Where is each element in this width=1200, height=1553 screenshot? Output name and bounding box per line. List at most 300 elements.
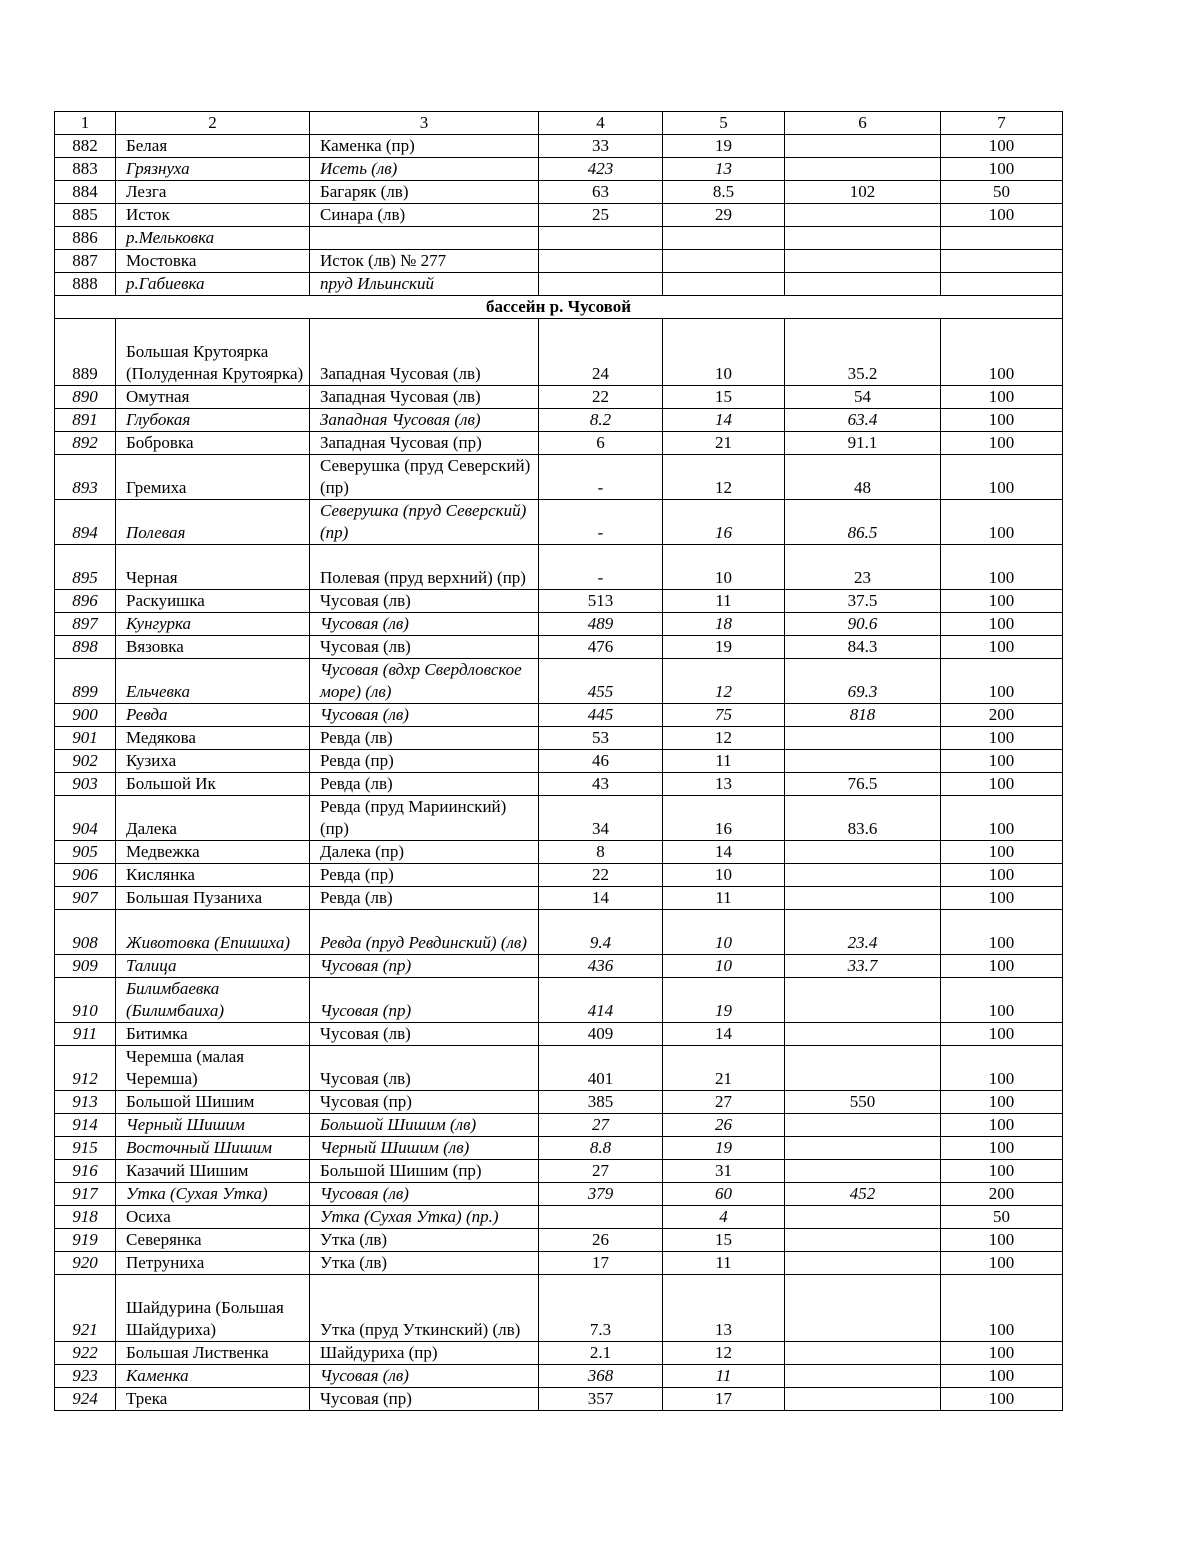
cell-c4 (539, 250, 663, 273)
cell-c5 (663, 227, 785, 250)
cell-c6 (785, 135, 941, 158)
cell-c6 (785, 1023, 941, 1046)
header-cell-7: 7 (941, 112, 1063, 135)
cell-c4: 14 (539, 887, 663, 910)
table-row (55, 1342, 1063, 1365)
cell-into: Чусовая (пр) (310, 1388, 539, 1411)
cell-c5: 11 (663, 750, 785, 773)
cell-n: 908 (55, 910, 116, 955)
cell-c7: 100 (941, 1275, 1063, 1342)
cell-c5: 12 (663, 1342, 785, 1365)
table-row (55, 500, 1063, 545)
cell-into: Каменка (пр) (310, 135, 539, 158)
cell-river: Черемша (малая Черемша) (116, 1046, 310, 1091)
cell-c5: 4 (663, 1206, 785, 1229)
cell-n: 915 (55, 1137, 116, 1160)
header-cell-2: 2 (116, 112, 310, 135)
basin-row (55, 296, 1063, 319)
cell-c6: 86.5 (785, 500, 941, 545)
cell-into: Северушка (пруд Северский) (пр) (310, 500, 539, 545)
cell-n: 910 (55, 978, 116, 1023)
table-row (55, 1252, 1063, 1275)
table-row (55, 590, 1063, 613)
cell-river: р.Мельковка (116, 227, 310, 250)
cell-into: пруд Ильинский (310, 273, 539, 296)
cell-river: Животовка (Епишиха) (116, 910, 310, 955)
cell-c4: 22 (539, 864, 663, 887)
cell-river: Кислянка (116, 864, 310, 887)
cell-into: Утка (лв) (310, 1229, 539, 1252)
cell-c7: 100 (941, 773, 1063, 796)
cell-c4: 8.8 (539, 1137, 663, 1160)
cell-c4: 513 (539, 590, 663, 613)
cell-c5: 11 (663, 590, 785, 613)
table-row (55, 1046, 1063, 1091)
cell-river: Битимка (116, 1023, 310, 1046)
cell-c6 (785, 1137, 941, 1160)
table-row (55, 910, 1063, 955)
cell-river: Черный Шишим (116, 1114, 310, 1137)
cell-c6 (785, 1229, 941, 1252)
cell-c5: 19 (663, 1137, 785, 1160)
cell-c6: 818 (785, 704, 941, 727)
header-cell-4: 4 (539, 112, 663, 135)
cell-c6: 63.4 (785, 409, 941, 432)
cell-c4: 414 (539, 978, 663, 1023)
cell-into: Западная Чусовая (лв) (310, 409, 539, 432)
cell-river: Черная (116, 545, 310, 590)
cell-n: 913 (55, 1091, 116, 1114)
table-row (55, 227, 1063, 250)
cell-into: Ревда (пруд Ревдинский) (лв) (310, 910, 539, 955)
cell-n: 918 (55, 1206, 116, 1229)
cell-into: Ревда (лв) (310, 727, 539, 750)
table-row (55, 978, 1063, 1023)
cell-c5: 8.5 (663, 181, 785, 204)
cell-c4: 445 (539, 704, 663, 727)
cell-c5 (663, 250, 785, 273)
cell-c4: 34 (539, 796, 663, 841)
cell-into: Чусовая (лв) (310, 636, 539, 659)
cell-c5: 14 (663, 1023, 785, 1046)
table-row (55, 409, 1063, 432)
cell-c4: 476 (539, 636, 663, 659)
cell-river: Полевая (116, 500, 310, 545)
cell-c5: 11 (663, 1252, 785, 1275)
header-cell-3: 3 (310, 112, 539, 135)
cell-c6 (785, 1388, 941, 1411)
cell-c6 (785, 841, 941, 864)
cell-n: 909 (55, 955, 116, 978)
cell-c5: 13 (663, 1275, 785, 1342)
cell-into: Чусовая (вдхр Свердловское море) (лв) (310, 659, 539, 704)
cell-river: Большой Шишим (116, 1091, 310, 1114)
table-row (55, 455, 1063, 500)
cell-c4: 26 (539, 1229, 663, 1252)
cell-river: Утка (Сухая Утка) (116, 1183, 310, 1206)
cell-c4: - (539, 455, 663, 500)
table-row (55, 704, 1063, 727)
cell-c7: 100 (941, 386, 1063, 409)
cell-c5: 16 (663, 500, 785, 545)
table-row (55, 1114, 1063, 1137)
cell-c5: 15 (663, 386, 785, 409)
cell-c5: 19 (663, 135, 785, 158)
cell-c7: 200 (941, 704, 1063, 727)
cell-into: Западная Чусовая (лв) (310, 386, 539, 409)
cell-c6: 83.6 (785, 796, 941, 841)
cell-c5: 31 (663, 1160, 785, 1183)
cell-n: 882 (55, 135, 116, 158)
cell-into: Ревда (пр) (310, 750, 539, 773)
cell-c7: 100 (941, 750, 1063, 773)
cell-c5: 18 (663, 613, 785, 636)
cell-n: 893 (55, 455, 116, 500)
cell-c7: 100 (941, 1388, 1063, 1411)
cell-c7: 100 (941, 910, 1063, 955)
cell-c7 (941, 227, 1063, 250)
cell-n: 903 (55, 773, 116, 796)
cell-n: 904 (55, 796, 116, 841)
cell-river: Талица (116, 955, 310, 978)
header-cell-1: 1 (55, 112, 116, 135)
cell-c7: 100 (941, 1091, 1063, 1114)
cell-c5: 27 (663, 1091, 785, 1114)
cell-river: Медвежка (116, 841, 310, 864)
cell-c4 (539, 1206, 663, 1229)
cell-n: 892 (55, 432, 116, 455)
cell-c5: 15 (663, 1229, 785, 1252)
cell-river: Гремиха (116, 455, 310, 500)
cell-n: 890 (55, 386, 116, 409)
cell-river: Осиха (116, 1206, 310, 1229)
cell-river: Ревда (116, 704, 310, 727)
cell-c6 (785, 887, 941, 910)
cell-into: Исеть (лв) (310, 158, 539, 181)
cell-c7: 100 (941, 1046, 1063, 1091)
cell-c5: 11 (663, 1365, 785, 1388)
cell-n: 896 (55, 590, 116, 613)
cell-c7: 100 (941, 955, 1063, 978)
cell-river: Кунгурка (116, 613, 310, 636)
table-row (55, 613, 1063, 636)
table-row (55, 750, 1063, 773)
cell-c6: 452 (785, 1183, 941, 1206)
cell-c6 (785, 1114, 941, 1137)
cell-c5: 13 (663, 158, 785, 181)
cell-c7: 100 (941, 204, 1063, 227)
cell-river: Глубокая (116, 409, 310, 432)
cell-river: Лезга (116, 181, 310, 204)
cell-into: Чусовая (пр) (310, 1091, 539, 1114)
cell-n: 886 (55, 227, 116, 250)
cell-c7: 100 (941, 841, 1063, 864)
cell-c6 (785, 727, 941, 750)
cell-c6: 54 (785, 386, 941, 409)
cell-river: Трека (116, 1388, 310, 1411)
table-row (55, 1137, 1063, 1160)
cell-c7: 100 (941, 613, 1063, 636)
cell-c7: 100 (941, 545, 1063, 590)
cell-into: Западная Чусовая (пр) (310, 432, 539, 455)
cell-c7: 100 (941, 659, 1063, 704)
cell-c4: 8 (539, 841, 663, 864)
cell-c7: 100 (941, 319, 1063, 386)
cell-c5: 11 (663, 887, 785, 910)
cell-c7: 100 (941, 432, 1063, 455)
table-row (55, 864, 1063, 887)
cell-c7: 100 (941, 864, 1063, 887)
header-cell-5: 5 (663, 112, 785, 135)
table-row (55, 250, 1063, 273)
table-row (55, 1206, 1063, 1229)
cell-c4: 379 (539, 1183, 663, 1206)
cell-n: 920 (55, 1252, 116, 1275)
cell-n: 911 (55, 1023, 116, 1046)
table-row (55, 1160, 1063, 1183)
cell-c7: 100 (941, 135, 1063, 158)
cell-c4: 33 (539, 135, 663, 158)
cell-c4: 53 (539, 727, 663, 750)
cell-c4: - (539, 545, 663, 590)
cell-n: 902 (55, 750, 116, 773)
cell-river: Бобровка (116, 432, 310, 455)
cell-n: 914 (55, 1114, 116, 1137)
cell-c6: 84.3 (785, 636, 941, 659)
cell-c4: 7.3 (539, 1275, 663, 1342)
cell-into: Синара (лв) (310, 204, 539, 227)
cell-into: Ревда (лв) (310, 887, 539, 910)
cell-c7: 100 (941, 887, 1063, 910)
cell-into: Ревда (пруд Мариинский) (пр) (310, 796, 539, 841)
cell-c4: 8.2 (539, 409, 663, 432)
table-row (55, 1183, 1063, 1206)
cell-c4: 436 (539, 955, 663, 978)
table-row (55, 319, 1063, 386)
cell-river: Билимбаевка (Билимбаиха) (116, 978, 310, 1023)
table-row (55, 135, 1063, 158)
cell-c6 (785, 1275, 941, 1342)
cell-n: 888 (55, 273, 116, 296)
cell-n: 887 (55, 250, 116, 273)
cell-c6: 33.7 (785, 955, 941, 978)
cell-c4: 27 (539, 1114, 663, 1137)
cell-c4: 27 (539, 1160, 663, 1183)
cell-into: Утка (Сухая Утка) (пр.) (310, 1206, 539, 1229)
cell-c7: 100 (941, 1160, 1063, 1183)
cell-c7: 100 (941, 1137, 1063, 1160)
table-row (55, 796, 1063, 841)
cell-c4: 6 (539, 432, 663, 455)
table-row (55, 659, 1063, 704)
cell-c6: 550 (785, 1091, 941, 1114)
cell-c4 (539, 227, 663, 250)
table-row (55, 887, 1063, 910)
table-row (55, 158, 1063, 181)
cell-c6 (785, 864, 941, 887)
cell-c6 (785, 273, 941, 296)
table-row (55, 841, 1063, 864)
cell-c4: 409 (539, 1023, 663, 1046)
cell-c6: 37.5 (785, 590, 941, 613)
cell-n: 912 (55, 1046, 116, 1091)
cell-river: р.Габиевка (116, 273, 310, 296)
basin-heading: бассейн р. Чусовой (55, 296, 1063, 319)
cell-n: 898 (55, 636, 116, 659)
cell-c6 (785, 204, 941, 227)
cell-c7: 200 (941, 1183, 1063, 1206)
table-row (55, 204, 1063, 227)
cell-c6 (785, 227, 941, 250)
cell-c7: 50 (941, 1206, 1063, 1229)
cell-c6 (785, 1365, 941, 1388)
cell-c6: 69.3 (785, 659, 941, 704)
cell-c7 (941, 250, 1063, 273)
cell-c6: 35.2 (785, 319, 941, 386)
cell-c5: 26 (663, 1114, 785, 1137)
cell-into: Утка (лв) (310, 1252, 539, 1275)
table-row (55, 432, 1063, 455)
cell-c7: 100 (941, 727, 1063, 750)
cell-c6 (785, 1160, 941, 1183)
cell-c6: 23.4 (785, 910, 941, 955)
cell-into: Большой Шишим (лв) (310, 1114, 539, 1137)
cell-river: Исток (116, 204, 310, 227)
table-row (55, 1365, 1063, 1388)
cell-into: Чусовая (лв) (310, 590, 539, 613)
cell-c6 (785, 1342, 941, 1365)
cell-c7: 100 (941, 636, 1063, 659)
cell-c5: 10 (663, 864, 785, 887)
cell-into: Багаряк (лв) (310, 181, 539, 204)
cell-c6 (785, 978, 941, 1023)
header-cell-6: 6 (785, 112, 941, 135)
cell-c4: 17 (539, 1252, 663, 1275)
cell-c7: 100 (941, 978, 1063, 1023)
cell-river: Шайдурина (Большая Шайдуриха) (116, 1275, 310, 1342)
cell-c5: 19 (663, 978, 785, 1023)
cell-into: Чусовая (лв) (310, 1183, 539, 1206)
cell-c6 (785, 1252, 941, 1275)
table-row (55, 386, 1063, 409)
cell-c5: 21 (663, 432, 785, 455)
table-row (55, 1091, 1063, 1114)
cell-into: Западная Чусовая (лв) (310, 319, 539, 386)
cell-river: Омутная (116, 386, 310, 409)
cell-c7: 100 (941, 1023, 1063, 1046)
table-row (55, 1229, 1063, 1252)
cell-c4: 401 (539, 1046, 663, 1091)
cell-c5: 17 (663, 1388, 785, 1411)
cell-n: 895 (55, 545, 116, 590)
cell-n: 901 (55, 727, 116, 750)
cell-c7: 100 (941, 409, 1063, 432)
cell-c5: 10 (663, 955, 785, 978)
cell-into: Чусовая (лв) (310, 704, 539, 727)
cell-n: 917 (55, 1183, 116, 1206)
cell-c7: 100 (941, 590, 1063, 613)
cell-c4: 423 (539, 158, 663, 181)
table-row (55, 955, 1063, 978)
cell-c5: 14 (663, 409, 785, 432)
cell-river: Грязнуха (116, 158, 310, 181)
cell-n: 923 (55, 1365, 116, 1388)
cell-into: Чусовая (лв) (310, 613, 539, 636)
cell-c7: 100 (941, 796, 1063, 841)
cell-n: 924 (55, 1388, 116, 1411)
cell-c6 (785, 1046, 941, 1091)
cell-c7: 100 (941, 158, 1063, 181)
cell-c4: 63 (539, 181, 663, 204)
cell-c7: 100 (941, 1114, 1063, 1137)
cell-c6 (785, 158, 941, 181)
cell-c4: 455 (539, 659, 663, 704)
cell-into: Большой Шишим (пр) (310, 1160, 539, 1183)
table-row (55, 636, 1063, 659)
cell-river: Мостовка (116, 250, 310, 273)
cell-n: 922 (55, 1342, 116, 1365)
cell-n: 899 (55, 659, 116, 704)
cell-c5: 16 (663, 796, 785, 841)
cell-c4: 46 (539, 750, 663, 773)
table-row (55, 181, 1063, 204)
cell-c7: 100 (941, 1229, 1063, 1252)
cell-c4: 24 (539, 319, 663, 386)
cell-into: Чусовая (лв) (310, 1365, 539, 1388)
header-row (55, 112, 1063, 135)
cell-into: Северушка (пруд Северский) (пр) (310, 455, 539, 500)
cell-c6: 91.1 (785, 432, 941, 455)
cell-c5: 10 (663, 910, 785, 955)
cell-n: 900 (55, 704, 116, 727)
cell-c6: 76.5 (785, 773, 941, 796)
cell-n: 883 (55, 158, 116, 181)
cell-into: Утка (пруд Уткинский) (лв) (310, 1275, 539, 1342)
cell-into: Шайдуриха (пр) (310, 1342, 539, 1365)
cell-c7: 50 (941, 181, 1063, 204)
cell-river: Большая Лиственка (116, 1342, 310, 1365)
cell-c5: 60 (663, 1183, 785, 1206)
cell-c5: 12 (663, 455, 785, 500)
cell-into: Ревда (лв) (310, 773, 539, 796)
cell-into: Ревда (пр) (310, 864, 539, 887)
table-body (55, 112, 1063, 1411)
cell-n: 905 (55, 841, 116, 864)
cell-c7: 100 (941, 455, 1063, 500)
cell-into: Полевая (пруд верхний) (пр) (310, 545, 539, 590)
cell-river: Далека (116, 796, 310, 841)
cell-c4: 2.1 (539, 1342, 663, 1365)
cell-river: Белая (116, 135, 310, 158)
cell-c5: 10 (663, 319, 785, 386)
cell-river: Каменка (116, 1365, 310, 1388)
cell-into: Черный Шишим (лв) (310, 1137, 539, 1160)
table-row (55, 1023, 1063, 1046)
cell-c6 (785, 750, 941, 773)
cell-c5: 12 (663, 659, 785, 704)
cell-c4: 357 (539, 1388, 663, 1411)
cell-c4: 385 (539, 1091, 663, 1114)
cell-c5: 12 (663, 727, 785, 750)
cell-into: Чусовая (пр) (310, 955, 539, 978)
cell-c6 (785, 1206, 941, 1229)
cell-c4: 43 (539, 773, 663, 796)
cell-c4 (539, 273, 663, 296)
cell-river: Казачий Шишим (116, 1160, 310, 1183)
cell-c6: 90.6 (785, 613, 941, 636)
cell-c4: 368 (539, 1365, 663, 1388)
cell-n: 891 (55, 409, 116, 432)
